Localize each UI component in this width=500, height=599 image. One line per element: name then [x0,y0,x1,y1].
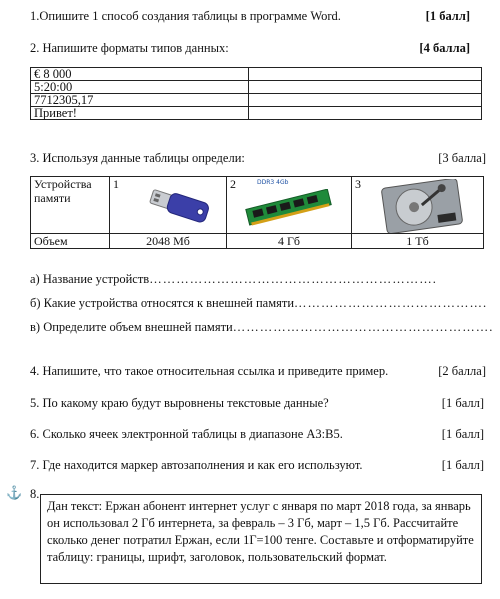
question-3b-label: б) Какие устройства относятся к внешней памяти [30,296,295,310]
table-cell: 7712305,17 [31,94,249,107]
question-3c [30,320,493,335]
table-row [31,94,482,107]
ram-label: DDR3 4Gb [257,179,289,186]
question-3c-label: в) Определите объем внешней памяти [30,320,233,334]
usb-flash-drive-icon [144,183,214,229]
question-1-points: [1 балл] [425,9,470,23]
volume-cell: 2048 Мб [110,234,227,249]
device-number: 3 [355,177,361,191]
question-3a-label: а) Название устройств [30,272,150,286]
question-4-points: [2 балла] [438,364,486,378]
question-6: 6. Сколько ячеек электронной таблицы в диапазоне A3:B5. [30,427,343,441]
table-row [31,107,482,120]
table-cell: € 8 000 [31,68,249,81]
question-2: 2. Напишите форматы типов данных: [30,41,229,55]
table-cell: 5:20:00 [31,81,249,94]
table-cell-empty[interactable] [249,107,482,120]
table-cell-empty[interactable] [249,68,482,81]
question-8-number: 8. [30,487,40,501]
question-8-text: Дан текст: Ержан абонент интернет услуг с января по март 2018 года, за январь он использовал 2 Гб интернета, за февраль – 3 Гб, март – 1,5 Гб. Рассчитайте сколько денег потратил Ержан, если 1Г=100 тенге. Составьте и отформатируйте таблицу: границы, шрифт, заголовок, пользовательский формат. [47,499,474,564]
table-cell-empty[interactable] [249,94,482,107]
question-6-points: [1 балл] [441,427,484,441]
question-5-points: [1 балл] [441,396,484,410]
data-format-table [30,67,482,120]
devices-header-cell: Устройства памяти [31,177,110,234]
question-5: 5. По какому краю будут выровнены текстовые данные? [30,396,329,410]
table-cell: Привет! [31,107,249,120]
hard-disk-icon [374,179,470,233]
device-cell-usb [110,177,227,234]
table-cell-empty[interactable] [249,81,482,94]
question-8-task-box [40,494,482,584]
question-3b [30,296,487,311]
question-3-points: [3 балла] [438,151,486,165]
device-number: 2 [230,177,236,191]
volume-label-cell: Объем [31,234,110,249]
volume-cell: 4 Гб [227,234,352,249]
table-row [31,234,484,249]
anchor-icon: ⚓ [6,485,23,500]
device-cell-ram [227,177,352,234]
table-row [31,177,484,234]
device-number: 1 [113,177,119,191]
question-2-points: [4 балла] [419,41,470,55]
device-cell-hdd [352,177,484,234]
volume-cell: 1 Тб [352,234,484,249]
answer-line[interactable]: …………………………………………………. [232,320,494,334]
answer-line[interactable]: ………………………………………………………. [149,272,437,286]
question-1: 1.Опишите 1 способ создания таблицы в программе Word. [30,9,341,23]
memory-devices-table [30,176,484,249]
table-row [31,68,482,81]
answer-line[interactable]: ……………………………………. [294,296,488,310]
question-3a [30,272,437,287]
question-4: 4. Напишите, что такое относительная ссылка и приведите пример. [30,364,389,378]
question-3: 3. Используя данные таблицы определи: [30,151,245,165]
table-row [31,81,482,94]
question-7-points: [1 балл] [441,458,484,472]
ram-module-icon [239,189,339,229]
question-7: 7. Где находится маркер автозаполнения и как его используют. [30,458,363,472]
